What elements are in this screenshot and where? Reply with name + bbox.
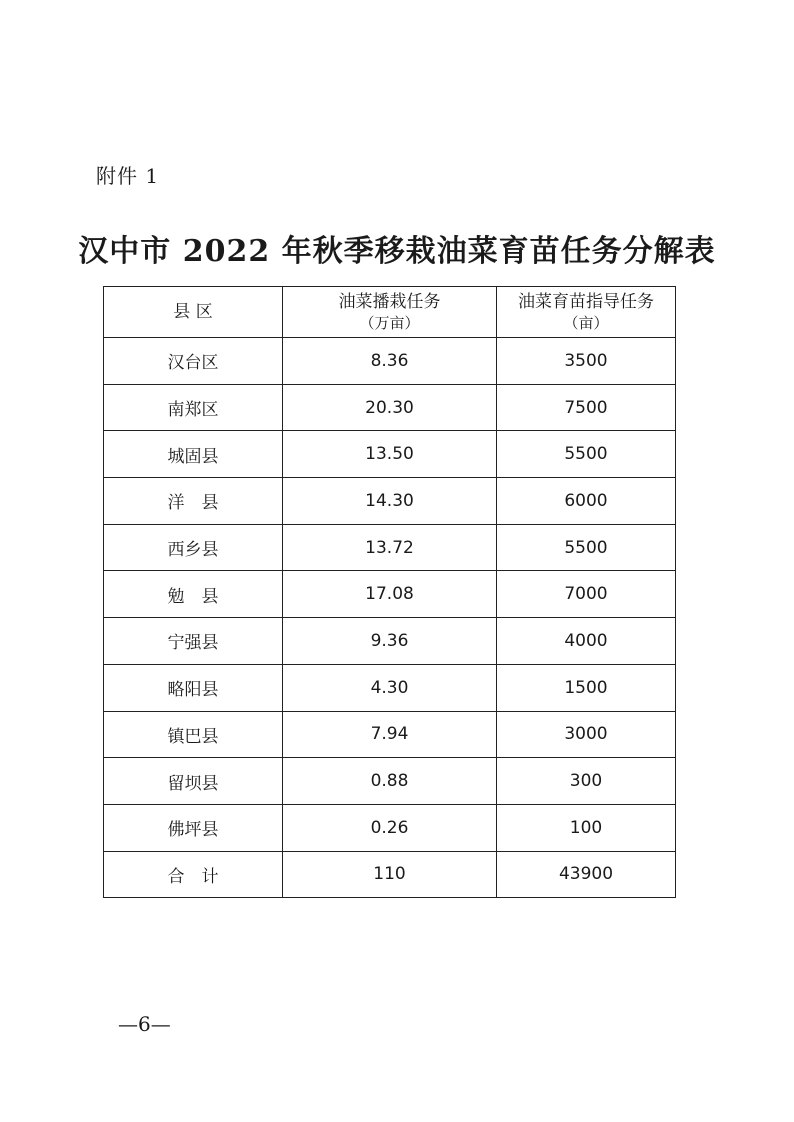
table-row (104, 664, 676, 711)
table-row (104, 338, 676, 385)
page-number: —6— (118, 1012, 171, 1036)
table-row (104, 618, 676, 665)
planting-cell: 8.36 (283, 338, 497, 385)
county-cell: 镇巴县 (104, 711, 283, 758)
county-cell: 留坝县 (104, 758, 283, 805)
seedling-cell: 1500 (497, 664, 676, 711)
table-row (104, 804, 676, 851)
table-row (104, 524, 676, 571)
seedling-cell: 4000 (497, 618, 676, 665)
planting-cell: 4.30 (283, 664, 497, 711)
planting-cell: 20.30 (283, 384, 497, 431)
planting-cell: 0.26 (283, 804, 497, 851)
total-label-cell: 合 计 (104, 851, 283, 898)
table-row (104, 478, 676, 525)
seedling-cell: 7000 (497, 571, 676, 618)
county-cell: 汉台区 (104, 338, 283, 385)
seedling-cell: 100 (497, 804, 676, 851)
attachment-label: 附件 1 (96, 164, 160, 188)
county-cell: 城固县 (104, 431, 283, 478)
header-planting-task: 油菜播栽任务 （万亩） (283, 287, 497, 338)
planting-cell: 14.30 (283, 478, 497, 525)
county-cell: 略阳县 (104, 664, 283, 711)
seedling-cell: 3000 (497, 711, 676, 758)
county-cell: 勉 县 (104, 571, 283, 618)
total-seedling-cell: 43900 (497, 851, 676, 898)
county-cell: 洋 县 (104, 478, 283, 525)
seedling-cell: 300 (497, 758, 676, 805)
planting-cell: 9.36 (283, 618, 497, 665)
seedling-cell: 5500 (497, 524, 676, 571)
total-planting-cell: 110 (283, 851, 497, 898)
county-cell: 南郑区 (104, 384, 283, 431)
table-row (104, 431, 676, 478)
planting-cell: 17.08 (283, 571, 497, 618)
seedling-cell: 6000 (497, 478, 676, 525)
planting-cell: 0.88 (283, 758, 497, 805)
county-cell: 西乡县 (104, 524, 283, 571)
table-row (104, 384, 676, 431)
county-cell: 佛坪县 (104, 804, 283, 851)
document-title: 汉中市 2022 年秋季移栽油菜育苗任务分解表 (78, 234, 716, 269)
seedling-cell: 3500 (497, 338, 676, 385)
header-seedling-task: 油菜育苗指导任务 （亩） (497, 287, 676, 338)
planting-cell: 13.50 (283, 431, 497, 478)
table-total-row (104, 851, 676, 898)
seedling-cell: 5500 (497, 431, 676, 478)
table-row (104, 711, 676, 758)
planting-cell: 13.72 (283, 524, 497, 571)
table-row (104, 758, 676, 805)
table-row (104, 571, 676, 618)
task-table (103, 286, 676, 898)
table-header-row (104, 287, 676, 338)
seedling-cell: 7500 (497, 384, 676, 431)
planting-cell: 7.94 (283, 711, 497, 758)
header-county: 县 区 (104, 287, 283, 338)
county-cell: 宁强县 (104, 618, 283, 665)
